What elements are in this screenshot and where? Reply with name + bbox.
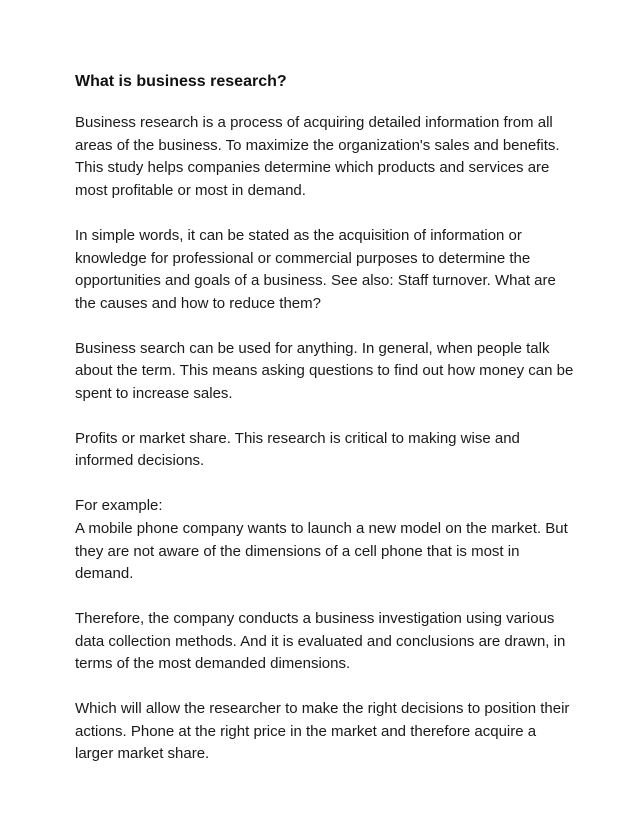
paragraph-profits: Profits or market share. This research is critical to making wise and informed decisions. (75, 429, 520, 470)
document-title: What is business research? (75, 73, 287, 90)
document-page (75, 71, 575, 788)
paragraph-simple-words: In simple words, it can be stated as the acquisition of information or knowledge for professional or commercial purposes to determine the opportunities and goals of a business. See also: Staff turnover. What are the causes and how to reduce them? (75, 226, 556, 312)
paragraph-uses: Business search can be used for anything. In general, when people talk about the term. This means asking questions to find out how money can be spent to increase sales. (75, 339, 574, 403)
paragraph-investigation: Therefore, the company conducts a business investigation using various data collection methods. And it is evaluated and conclusions are drawn, in terms of the most demanded dimensions. (75, 609, 566, 673)
paragraph-example: For example: A mobile phone company wants to launch a new model on the market. But they are not aware of the dimensions of a cell phone that is most in demand. (75, 497, 568, 583)
paragraph-definition: Business research is a process of acquiring detailed information from all areas of the business. To maximize the organization's sales and benefits. This study helps companies determine which products and services are most profitable or most in demand. (75, 114, 560, 200)
paragraph-conclusion: Which will allow the researcher to make the right decisions to position their actions. Phone at the right price in the market and therefore acquire a larger market share. (75, 700, 570, 763)
